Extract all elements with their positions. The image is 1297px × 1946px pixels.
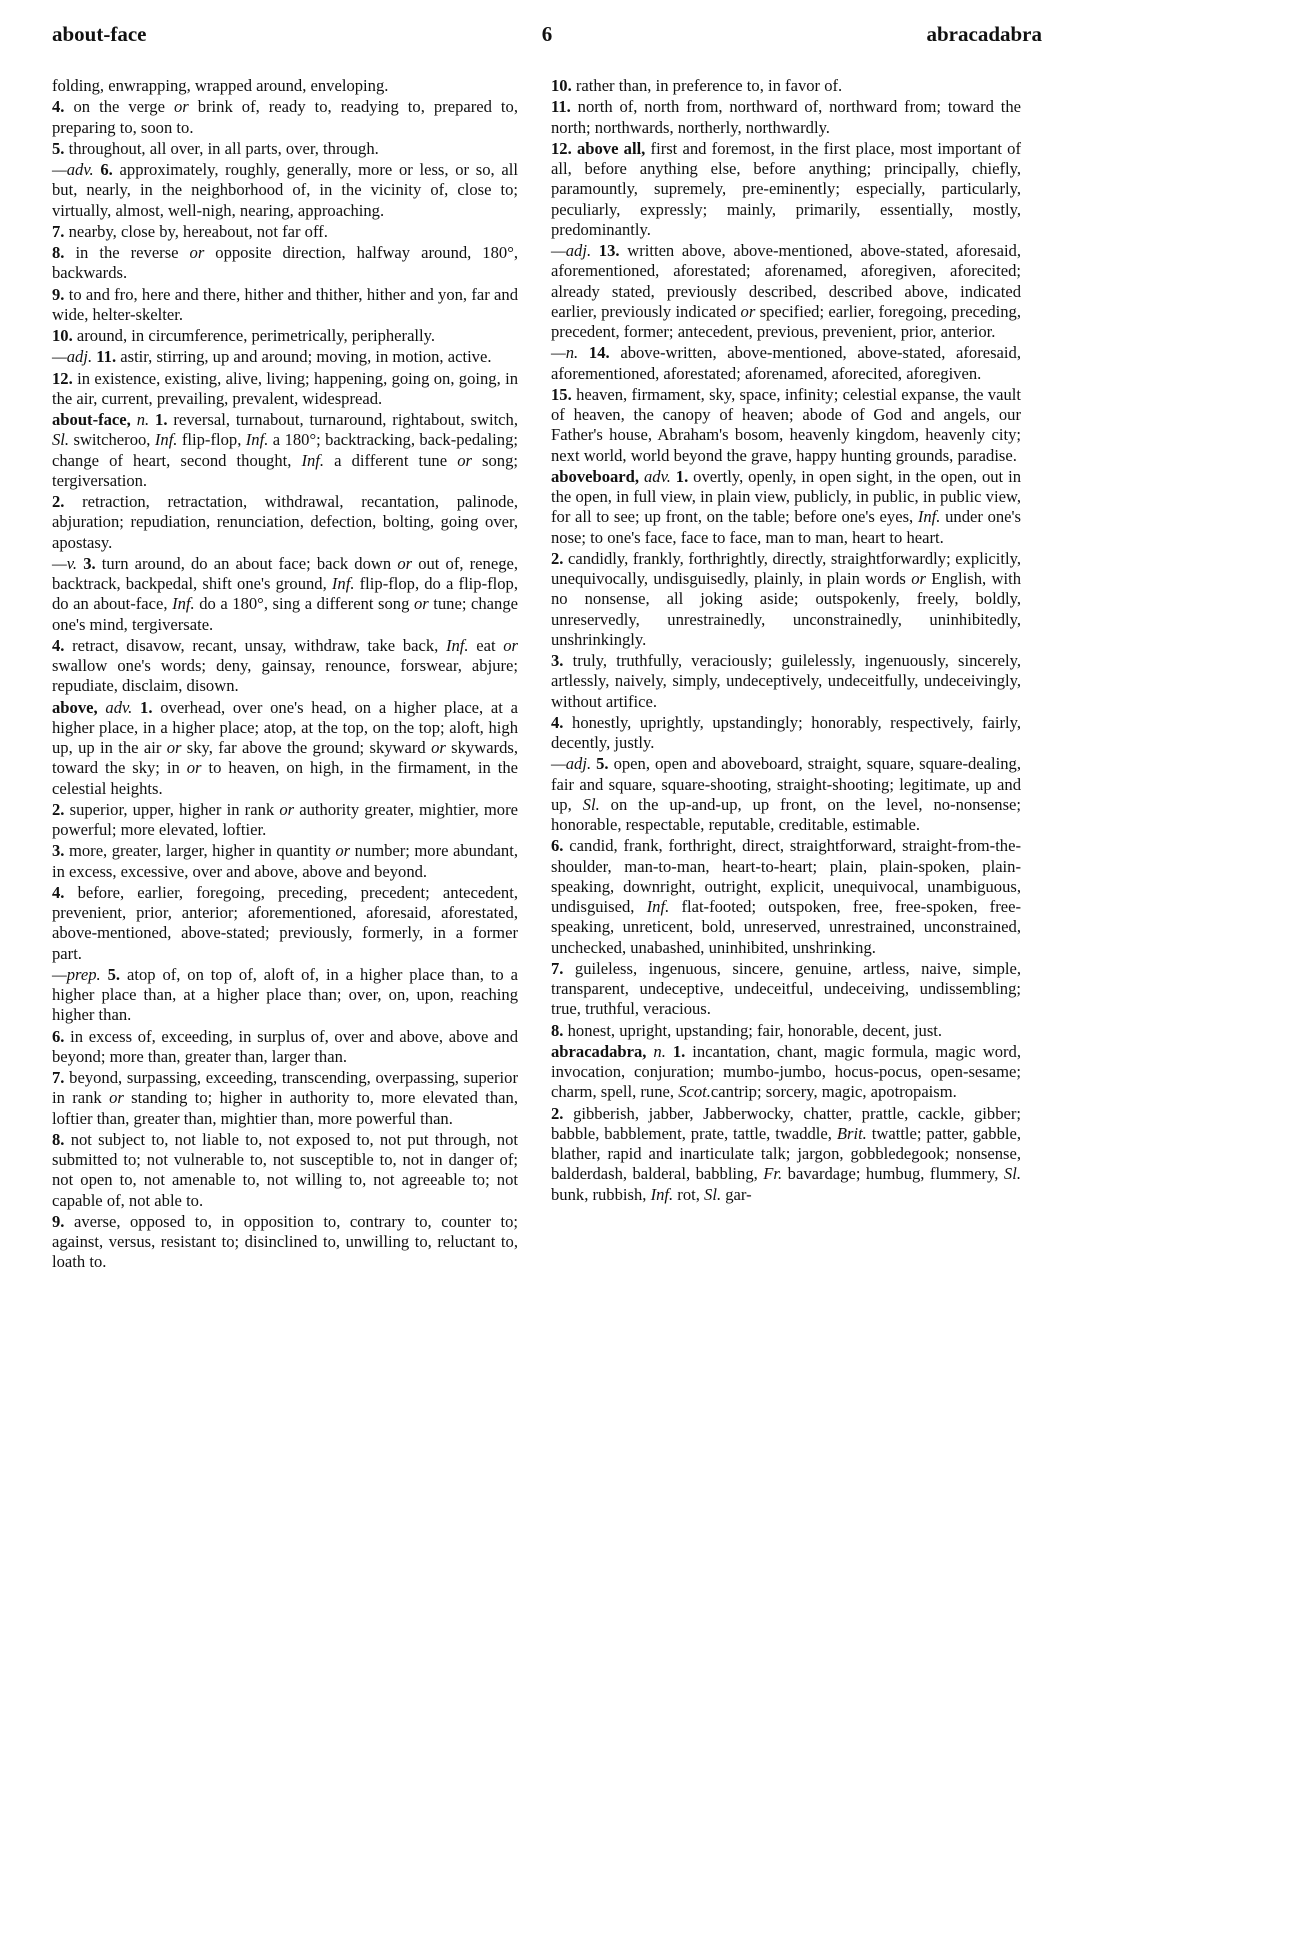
definition-text: truly, truthfully, veraciously; guilelessly, ingenuously, sincerely, artlessly, naively, simply, undeceptively, undeceitfully, undeceivingly, without artifice. bbox=[551, 651, 1021, 711]
definition-text: tune; change one's mind, tergiversate. bbox=[52, 594, 518, 634]
italic-label: Sl. bbox=[1003, 1164, 1021, 1184]
italic-label: adv. bbox=[105, 697, 133, 717]
entry-paragraph bbox=[551, 651, 1021, 712]
italic-label: Sl. bbox=[52, 430, 70, 450]
sense-number: 15. bbox=[551, 384, 572, 404]
definition-text: gar- bbox=[721, 1184, 752, 1204]
sense-number: 8. bbox=[52, 243, 65, 262]
italic-label: Inf. bbox=[445, 635, 469, 655]
entry-paragraph bbox=[52, 841, 518, 882]
italic-label: or bbox=[186, 758, 202, 778]
sense-number: 6. bbox=[100, 160, 113, 179]
entry-paragraph bbox=[551, 343, 1021, 384]
definition-text: number; more abundant, in excess, excessive, over and above, above and beyond. bbox=[52, 841, 518, 881]
italic-label: Inf. bbox=[172, 594, 195, 614]
sense-number: 10. bbox=[551, 76, 572, 95]
entry-paragraph bbox=[52, 410, 518, 491]
italic-label: or bbox=[109, 1088, 124, 1108]
sense-number: 3. bbox=[551, 651, 564, 670]
definition-text bbox=[591, 241, 599, 260]
entry-paragraph bbox=[52, 222, 518, 242]
definition-text: approximately, roughly, generally, more or less, or so, all but, nearly, in the neighborhood of, in the vicinity of, close to; virtually, almost, well-nigh, nearing, approaching. bbox=[52, 160, 519, 220]
definition-text: averse, opposed to, in opposition to, contrary to, counter to; against, versus, resistant to; disinclined to, unwilling to, reluctant to, loath to. bbox=[52, 1211, 518, 1272]
definition-text: overhead, over one's head, on a higher place, at a higher place, in a higher place; atop, at the top, on the top; aloft, high up, up in the air bbox=[52, 697, 519, 757]
headword: about-face, bbox=[52, 410, 131, 429]
sense-number: 9. bbox=[52, 284, 65, 304]
definition-text: bavardage; humbug, flummery, bbox=[782, 1164, 1004, 1184]
italic-label: Inf. bbox=[650, 1184, 674, 1204]
italic-label: or bbox=[911, 569, 926, 588]
sense-number: 6. bbox=[551, 836, 564, 856]
definition-text: rot, bbox=[673, 1184, 705, 1204]
definition-text bbox=[578, 343, 589, 362]
definition-text: out of, renege, backtrack, backpedal, shift one's ground, bbox=[52, 553, 519, 593]
entry-paragraph bbox=[52, 243, 518, 284]
definition-text: astir, stirring, up and around; moving, in motion, active. bbox=[116, 347, 492, 367]
definition-text: specified; earlier, foregoing, preceding, precedent, former; antecedent, previous, prevenient, prior, anterior. bbox=[551, 301, 1021, 341]
italic-label: —adj. bbox=[551, 241, 592, 260]
definition-text: before, earlier, foregoing, preceding, precedent; antecedent, prevenient, prior, anterior; aforementioned, aforesaid, aforestated, above-mentioned, above-stated; previously, formerly, in a former part. bbox=[52, 882, 518, 963]
definition-text: around, in circumference, perimetrically, peripherally. bbox=[72, 326, 436, 345]
definition-text: swallow one's words; deny, gainsay, renounce, forswear, abjure; repudiate, disclaim, disown. bbox=[52, 656, 518, 696]
definition-text: in the reverse bbox=[64, 243, 190, 262]
definition-text: folding, enwrapping, wrapped around, enveloping. bbox=[52, 76, 389, 95]
entry-paragraph bbox=[52, 800, 518, 841]
definition-text: bunk, rubbish, bbox=[551, 1184, 651, 1204]
italic-label: Inf. bbox=[646, 897, 670, 916]
definition-text: standing to; higher in authority to, more elevated than, loftier than, greater than, mightier than, more powerful than. bbox=[52, 1088, 518, 1128]
sense-number: 2. bbox=[551, 1103, 564, 1123]
definition-text: sky, far above the ground; skyward bbox=[181, 738, 432, 757]
definition-text: heaven, firmament, sky, space, infinity; celestial expanse, the vault of heaven, the canopy of heaven; abode of God and angels, our Father's house, Abraham's bosom, heavenly kingdom, heavenly city; next world, world beyond the grave, happy hunting grounds, paradise. bbox=[551, 384, 1021, 465]
right-column bbox=[551, 76, 1021, 1206]
entry-paragraph bbox=[52, 883, 518, 964]
sense-number: 6. bbox=[52, 1026, 65, 1046]
definition-text: incantation, chant, magic formula, magic word, invocation, conjuration; mumbo-jumbo, hocus-pocus, open-sesame; charm, spell, rune, bbox=[551, 1041, 1021, 1102]
entry-paragraph bbox=[52, 698, 518, 799]
entry-paragraph bbox=[551, 1104, 1021, 1205]
entry-paragraph bbox=[52, 139, 518, 159]
sense-number: 1. bbox=[672, 1041, 686, 1061]
entry-paragraph bbox=[551, 241, 1021, 342]
italic-label: —v. bbox=[52, 553, 78, 573]
page-number: 6 bbox=[541, 22, 553, 46]
definition-text: English, with no nonsense, all joking aside; outspokenly, freely, boldly, unreservedly, unrestrainedly, unconstrainedly, uninhibitedly, unshrinkingly. bbox=[551, 569, 1022, 649]
italic-label: Inf. bbox=[154, 430, 178, 450]
definition-text: retract, disavow, recant, unsay, withdraw, take back, bbox=[64, 635, 446, 655]
italic-label: or bbox=[431, 738, 446, 757]
entry-paragraph bbox=[52, 76, 518, 96]
definition-text: throughout, all over, in all parts, over, through. bbox=[64, 138, 379, 158]
sense-number: 12. bbox=[52, 368, 73, 388]
entry-paragraph bbox=[52, 1212, 518, 1273]
definition-text: reversal, turnabout, turnaround, rightabout, switch, bbox=[167, 410, 518, 429]
sense-number: 2. bbox=[52, 799, 65, 819]
italic-label: or bbox=[503, 635, 518, 655]
definition-text: candid, frank, forthright, direct, straightforward, straight-from-the-shoulder, man-to-man, heart-to-heart; plain, plain-spoken, plain-speaking, downright, outright, explicit, unequivocal, unambiguous, undisguised, bbox=[551, 836, 1021, 916]
sense-number: 12. bbox=[551, 138, 572, 158]
definition-text: flip-flop, bbox=[177, 430, 246, 450]
page-header bbox=[52, 22, 1042, 52]
italic-label: Brit. bbox=[836, 1123, 867, 1143]
entry-paragraph bbox=[52, 160, 518, 221]
definition-text bbox=[101, 965, 108, 984]
italic-label: —n. bbox=[551, 343, 579, 363]
definition-text: nearby, close by, hereabout, not far off. bbox=[64, 221, 328, 241]
definition-text bbox=[666, 1042, 673, 1061]
sense-number: 2. bbox=[52, 492, 65, 511]
italic-label: or bbox=[166, 738, 182, 757]
definition-text bbox=[132, 698, 140, 717]
italic-label: Fr. bbox=[763, 1164, 783, 1184]
sense-number: 1. bbox=[155, 410, 168, 429]
definition-text: eat bbox=[468, 635, 504, 655]
definition-text: retraction, retractation, withdrawal, recantation, palinode, abjuration; repudiation, renunciation, defection, bolting, going over, apostasy. bbox=[52, 492, 518, 552]
sense-number: 1. bbox=[675, 466, 689, 486]
definition-text: cantrip; sorcery, magic, apotropaism. bbox=[710, 1082, 957, 1102]
definition-text: in existence, existing, alive, living; happening, going on, going, in the air, current, prevailing, prevalent, widespread. bbox=[52, 368, 518, 408]
entry-paragraph bbox=[551, 385, 1021, 466]
italic-label: —adj. bbox=[551, 754, 592, 774]
entry-paragraph bbox=[551, 549, 1021, 650]
italic-label: or bbox=[173, 97, 189, 117]
definition-text: gibberish, jabber, Jabberwocky, chatter, prattle, cackle, gibber; babble, babblement, prate, tattle, twaddle, bbox=[551, 1103, 1021, 1143]
entry-paragraph bbox=[551, 959, 1021, 1020]
definition-text: overtly, openly, in open sight, in the open, out in the open, in full view, in plain view, publicly, in public, in public view, for all to see; up front, on the table; before one's eyes, bbox=[551, 466, 1021, 527]
sense-number: 3. bbox=[83, 553, 96, 573]
italic-label: or bbox=[740, 301, 756, 321]
italic-label: or bbox=[189, 243, 205, 262]
italic-label: or bbox=[397, 553, 413, 573]
definition-text: do a 180°, sing a different song bbox=[194, 594, 414, 614]
italic-label: Sl. bbox=[582, 794, 600, 814]
definition-text: switcheroo, bbox=[69, 430, 155, 450]
italic-label: —adj. bbox=[52, 347, 93, 367]
definition-text: rather than, in preference to, in favor of. bbox=[571, 76, 843, 95]
entry-paragraph bbox=[52, 347, 518, 367]
definition-text: brink of, ready to, readying to, prepared to, preparing to, soon to. bbox=[52, 97, 518, 137]
sense-number: 7. bbox=[551, 958, 564, 978]
definition-text: opposite direction, halfway around, 180°, backwards. bbox=[52, 243, 518, 283]
entry-paragraph bbox=[52, 326, 518, 346]
italic-label: or bbox=[279, 799, 295, 819]
definition-text: atop of, on top of, aloft of, in a higher place than, to a higher place than, at a higher place than; over, on, upon, reaching higher than. bbox=[52, 964, 518, 1025]
italic-label: n. bbox=[653, 1041, 666, 1061]
headword: abracadabra, bbox=[551, 1041, 647, 1061]
sense-number: 1. bbox=[140, 697, 153, 717]
definition-text: on the up-and-up, up front, on the level, no-nonsense; honorable, respectable, reputable, creditable, estimable. bbox=[551, 794, 1022, 834]
sense-number: 4. bbox=[551, 712, 564, 732]
sense-number: 5. bbox=[107, 964, 121, 984]
italic-label: adv. bbox=[643, 466, 671, 486]
sense-number: 4. bbox=[52, 882, 65, 902]
headword: above, bbox=[52, 697, 98, 717]
definition-text: a different tune bbox=[324, 450, 458, 470]
sense-number: 11. bbox=[551, 97, 571, 117]
header-last-guide-word: abracadabra bbox=[926, 22, 1042, 46]
definition-text: beyond, surpassing, exceeding, transcending, overpassing, superior in rank bbox=[52, 1068, 518, 1108]
headword: above all, bbox=[576, 138, 646, 158]
definition-text: not subject to, not liable to, not exposed to, not put through, not submitted to; not vulnerable to, not susceptible to, not in danger of; not open to, not amenable to, not willing to, not agreeable to; not capable of, not able to. bbox=[52, 1129, 518, 1210]
italic-label: n. bbox=[136, 410, 150, 429]
italic-label: —adv. bbox=[52, 160, 94, 179]
sense-number: 7. bbox=[52, 1068, 65, 1087]
entry-paragraph bbox=[551, 836, 1021, 958]
definition-text: flat-footed; outspoken, free, free-spoken, free-speaking, unreticent, bold, unreserved, unrestrained, unconstrained, unchecked, unabashed, uninhibited, unshrinking. bbox=[551, 897, 1021, 957]
definition-text: above-written, above-mentioned, above-stated, aforesaid, aforementioned, aforestated; aforenamed, aforecited, aforegiven. bbox=[551, 343, 1021, 383]
definition-text: turn around, do an about face; back down bbox=[95, 553, 398, 573]
italic-label: or bbox=[457, 450, 472, 470]
definition-text: flip-flop, do a flip-flop, do an about-face, bbox=[52, 574, 518, 614]
definition-text: a 180°; backtracking, back-pedaling; change of heart, second thought, bbox=[52, 430, 518, 470]
definition-text: first and foremost, in the first place, most important of all, before anything else, before anything; principally, chiefly, paramountly, supremely, pre-eminently; especially, particularly, peculiarly, expressly; mainly, primarily, essentially, mostly, predominantly. bbox=[551, 138, 1021, 239]
sense-number: 8. bbox=[52, 1129, 65, 1149]
headword: aboveboard, bbox=[551, 466, 640, 486]
left-column bbox=[52, 76, 518, 1274]
entry-paragraph bbox=[551, 467, 1021, 548]
entry-paragraph bbox=[52, 97, 518, 138]
sense-number: 4. bbox=[52, 97, 65, 117]
definition-text: song; tergiversation. bbox=[52, 450, 518, 490]
entry-paragraph bbox=[551, 1021, 1021, 1041]
sense-number: 13. bbox=[598, 241, 620, 260]
entry-paragraph bbox=[52, 1130, 518, 1211]
entry-paragraph bbox=[52, 636, 518, 697]
sense-number: 8. bbox=[551, 1020, 564, 1040]
definition-text: skywards, toward the sky; in bbox=[52, 738, 518, 778]
sense-number: 10. bbox=[52, 326, 73, 345]
sense-number: 11. bbox=[96, 347, 117, 367]
definition-text: more, greater, larger, higher in quantity bbox=[64, 841, 336, 861]
entry-paragraph bbox=[551, 1042, 1021, 1103]
entry-paragraph bbox=[551, 76, 1021, 96]
sense-number: 7. bbox=[52, 221, 65, 241]
sense-number: 9. bbox=[52, 1211, 65, 1231]
sense-number: 14. bbox=[588, 343, 610, 363]
definition-text: north of, north from, northward of, northward from; toward the north; northwards, northerly, northwardly. bbox=[551, 97, 1021, 137]
sense-number: 3. bbox=[52, 841, 65, 861]
definition-text: in excess of, exceeding, in surplus of, over and above, above and beyond; more than, greater than, larger than. bbox=[52, 1026, 518, 1066]
definition-text: to heaven, on high, in the firmament, in the celestial heights. bbox=[52, 758, 518, 798]
italic-label: Inf. bbox=[331, 574, 355, 593]
sense-number: 5. bbox=[52, 138, 65, 158]
italic-label: Scot. bbox=[678, 1082, 711, 1102]
sense-number: 2. bbox=[551, 548, 564, 568]
definition-text: superior, upper, higher in rank bbox=[64, 799, 280, 819]
entry-paragraph bbox=[52, 554, 518, 635]
italic-label: Inf. bbox=[301, 450, 325, 470]
definition-text: candidly, frankly, forthrightly, directly, straightforwardly; explicitly, unequivocally, undisguisedly, plainly, in plain words bbox=[551, 548, 1021, 588]
entry-paragraph bbox=[52, 1027, 518, 1068]
entry-paragraph bbox=[52, 1068, 518, 1129]
definition-text: twattle; patter, gabble, blather, rapid and inarticulate talk; jargon, gobbledegook; nonsense, balderdash, balderal, babbling, bbox=[551, 1123, 1021, 1184]
definition-text: under one's nose; to one's face, face to face, man to man, heart to heart. bbox=[551, 507, 1021, 547]
italic-label: Sl. bbox=[704, 1184, 722, 1204]
entry-paragraph bbox=[52, 369, 518, 410]
entry-paragraph bbox=[52, 492, 518, 553]
entry-paragraph bbox=[551, 139, 1021, 240]
italic-label: —prep. bbox=[52, 964, 101, 984]
sense-number: 4. bbox=[52, 635, 65, 655]
definition-text: written above, above-mentioned, above-stated, aforesaid, aforementioned, aforestated; aforenamed, aforegiven, aforecited; already stated, previously described, described above, indicated earlier, previously indicated bbox=[551, 241, 1022, 321]
italic-label: or bbox=[335, 841, 351, 861]
definition-text: authority greater, mightier, more powerful; more elevated, loftier. bbox=[52, 799, 518, 839]
entry-paragraph bbox=[551, 713, 1021, 754]
entry-paragraph bbox=[52, 965, 518, 1026]
entry-paragraph bbox=[551, 97, 1021, 138]
sense-number: 5. bbox=[596, 754, 609, 774]
definition-text: honestly, uprightly, upstandingly; honorably, respectively, fairly, decently, justly. bbox=[551, 712, 1021, 752]
entry-paragraph bbox=[551, 754, 1021, 835]
definition-text: honest, upright, upstanding; fair, honorable, decent, just. bbox=[563, 1020, 943, 1040]
italic-label: Inf. bbox=[917, 507, 941, 527]
italic-label: Inf. bbox=[245, 430, 269, 450]
entry-paragraph bbox=[52, 285, 518, 326]
definition-text: open, open and aboveboard, straight, square, square-dealing, fair and square, square-shooting, straight-shooting; legitimate, up and up, bbox=[551, 754, 1021, 814]
definition-text: to and fro, here and there, hither and thither, hither and yon, far and wide, helter-skelter. bbox=[52, 284, 518, 324]
definition-text: on the verge bbox=[64, 97, 174, 117]
definition-text: guileless, ingenuous, sincere, genuine, artless, naive, simple, transparent, undeceptive, undeceitful, undeceiving, undissembling; true, truthful, veracious. bbox=[551, 958, 1021, 1019]
italic-label: or bbox=[413, 594, 429, 614]
header-first-guide-word: about-face bbox=[52, 22, 147, 46]
